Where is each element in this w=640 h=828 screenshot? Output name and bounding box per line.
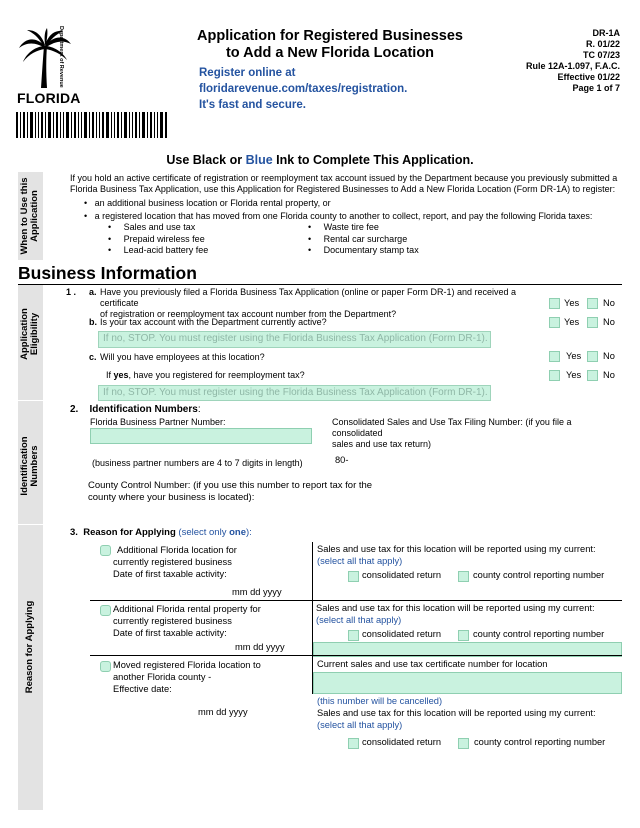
ink-notice: Use Black or Blue Ink to Complete This Application. bbox=[166, 153, 474, 167]
county-control-label: county control reporting number bbox=[474, 737, 606, 747]
stop-notice-q1c: If no, STOP. You must register using the Florida Business Tax Application (Form DR-1). bbox=[98, 385, 491, 401]
q3-heading: 3. Reason for Applying (select only one): bbox=[70, 527, 252, 538]
consolidated-number-prefix: 80- bbox=[335, 455, 349, 465]
logo-state-text: FLORIDA bbox=[17, 90, 81, 106]
report-label: Sales and use tax for this location will be reported using my current: bbox=[317, 544, 596, 554]
option1-consolidated-checkbox[interactable] bbox=[348, 571, 359, 582]
identification-side-label: Identification Numbers bbox=[19, 436, 40, 496]
form-title: Application for Registered Businesses to Add a New Florida Location bbox=[197, 28, 463, 61]
yes-label: Yes bbox=[564, 298, 580, 308]
cancel-note: (this number will be cancelled) bbox=[317, 696, 443, 706]
reason-option1-checkbox[interactable] bbox=[100, 545, 111, 556]
online-promo: Register online at floridarevenue.com/taxes/registration. It's fast and secure. bbox=[199, 67, 408, 111]
no-label: No bbox=[603, 370, 615, 380]
q1c-sub-no-checkbox[interactable] bbox=[587, 370, 598, 381]
q1c-text: Will you have employees at this location? bbox=[100, 352, 265, 362]
q1b-yes-checkbox[interactable] bbox=[549, 317, 560, 328]
logo-dept-text: Department of Revenue bbox=[58, 26, 64, 88]
no-label: No bbox=[603, 298, 615, 308]
consolidated-label: consolidated return bbox=[362, 570, 442, 580]
divider bbox=[18, 400, 43, 401]
option3-consolidated-checkbox[interactable] bbox=[348, 738, 359, 749]
reason-side-label: Reason for Applying bbox=[24, 600, 35, 694]
option2-county-control-checkbox[interactable] bbox=[458, 630, 469, 641]
select-all-note: (select all that apply) bbox=[317, 720, 403, 730]
reason-option2-label: Additional Florida rental property for currently registered business Date of first taxable activity: bbox=[113, 604, 261, 638]
yes-label: Yes bbox=[566, 370, 582, 380]
county-control-label: county control reporting number bbox=[473, 570, 605, 580]
bullet-item: • an additional business location or Florida rental property, or bbox=[84, 198, 331, 208]
q1c-letter: c. bbox=[89, 352, 97, 362]
q1a-letter: a. bbox=[89, 287, 97, 297]
county-control-label: County Control Number: (if you use this number to report tax for the county where your business is located): bbox=[88, 480, 373, 503]
business-partner-number-field[interactable] bbox=[90, 428, 312, 444]
no-label: No bbox=[603, 317, 615, 327]
reason-option1-label: Additional Florida location for currently registered business Date of first taxable activity: bbox=[113, 545, 237, 579]
q1-number: 1 . bbox=[66, 287, 77, 297]
reason-option2-checkbox[interactable] bbox=[100, 605, 111, 616]
eligibility-side-label: Application Eligibility bbox=[19, 308, 40, 360]
taxes-right-list: • Waste tire fee • Rental car surcharge • Documentary stamp tax bbox=[308, 222, 419, 255]
stop-notice-q1b: If no, STOP. You must register using the Florida Business Tax Application (Form DR-1). bbox=[98, 331, 491, 348]
certificate-number-field[interactable] bbox=[313, 672, 622, 694]
report-label: Sales and use tax for this location will be reported using my current: bbox=[317, 708, 596, 718]
divider bbox=[312, 542, 313, 600]
form-id: DR-1A bbox=[592, 28, 620, 38]
select-all-note: (select all that apply) bbox=[316, 615, 402, 625]
divider bbox=[18, 284, 622, 285]
option1-date-format: mm dd yyyy bbox=[232, 587, 282, 597]
report-label: Sales and use tax for this location will be reported using my current: bbox=[316, 603, 595, 613]
barcode bbox=[16, 112, 168, 138]
select-all-note: (select all that apply) bbox=[317, 556, 403, 566]
divider bbox=[90, 600, 622, 601]
q1b-letter: b. bbox=[89, 317, 97, 327]
q1a-yes-checkbox[interactable] bbox=[549, 298, 560, 309]
q1a-text: Have you previously filed a Florida Business Tax Application (online or paper Form DR-1) and received a certificate of registration or reemployment tax account number from the Department? bbox=[100, 287, 517, 319]
when-to-use-intro: If you hold an active certificate of registration or reemployment tax account issued by the Department because you previously submitted a Florida Business Tax Application, use this Application for Registered Businesses to Add a New Florida Location (Form DR-1A) to register: bbox=[70, 173, 618, 194]
business-partner-note: (business partner numbers are 4 to 7 digits in length) bbox=[92, 458, 303, 468]
page-number: Page 1 of 7 bbox=[572, 83, 620, 93]
q2-heading: 2. Identification Numbers: bbox=[70, 404, 201, 415]
registration-link[interactable]: floridarevenue.com/taxes/registration. bbox=[199, 83, 408, 95]
bullet-item: • a registered location that has moved from one Florida county to another to collect, report, and pay the following Florida taxes: bbox=[84, 211, 593, 221]
divider bbox=[90, 655, 622, 656]
divider bbox=[18, 524, 43, 525]
option3-date-format: mm dd yyyy bbox=[198, 707, 248, 717]
reason-option3-label: Moved registered Florida location to another Florida county - Effective date: bbox=[113, 660, 261, 694]
yes-label: Yes bbox=[564, 317, 580, 327]
consolidated-label: consolidated return bbox=[362, 737, 442, 747]
form-meta: DR-1A R. 01/22 TC 07/23 Rule 12A-1.097, F.A.C. Effective 01/22 Page 1 of 7 bbox=[525, 28, 620, 93]
no-label: No bbox=[603, 351, 615, 361]
q1a-no-checkbox[interactable] bbox=[587, 298, 598, 309]
q1c-no-checkbox[interactable] bbox=[587, 351, 598, 362]
option3-county-control-checkbox[interactable] bbox=[458, 738, 469, 749]
q1b-text: Is your tax account with the Department currently active? bbox=[100, 317, 327, 327]
when-to-use-side-label: When to Use this Application bbox=[19, 177, 40, 255]
section-title-business-information: Business Information bbox=[18, 263, 197, 283]
certificate-number-label: Current sales and use tax certificate number for location bbox=[317, 659, 548, 669]
consolidated-number-label: Consolidated Sales and Use Tax Filing Number: (if you file a consolidated sales and use tax return) bbox=[332, 417, 572, 449]
business-partner-label: Florida Business Partner Number: bbox=[90, 417, 226, 427]
taxes-left-list: • Sales and use tax • Prepaid wireless fee • Lead-acid battery fee bbox=[108, 222, 209, 255]
q1c-sub-yes-checkbox[interactable] bbox=[549, 370, 560, 381]
consolidated-label: consolidated return bbox=[362, 629, 442, 639]
option2-consolidated-checkbox[interactable] bbox=[348, 630, 359, 641]
option2-date-format: mm dd yyyy bbox=[235, 642, 285, 652]
county-control-label: county control reporting number bbox=[473, 629, 605, 639]
q1b-no-checkbox[interactable] bbox=[587, 317, 598, 328]
q1c-sub-text: If yes, have you registered for reemployment tax? bbox=[106, 370, 305, 380]
yes-label: Yes bbox=[566, 351, 582, 361]
q1c-yes-checkbox[interactable] bbox=[549, 351, 560, 362]
reason-option3-checkbox[interactable] bbox=[100, 661, 111, 672]
option1-county-control-checkbox[interactable] bbox=[458, 571, 469, 582]
